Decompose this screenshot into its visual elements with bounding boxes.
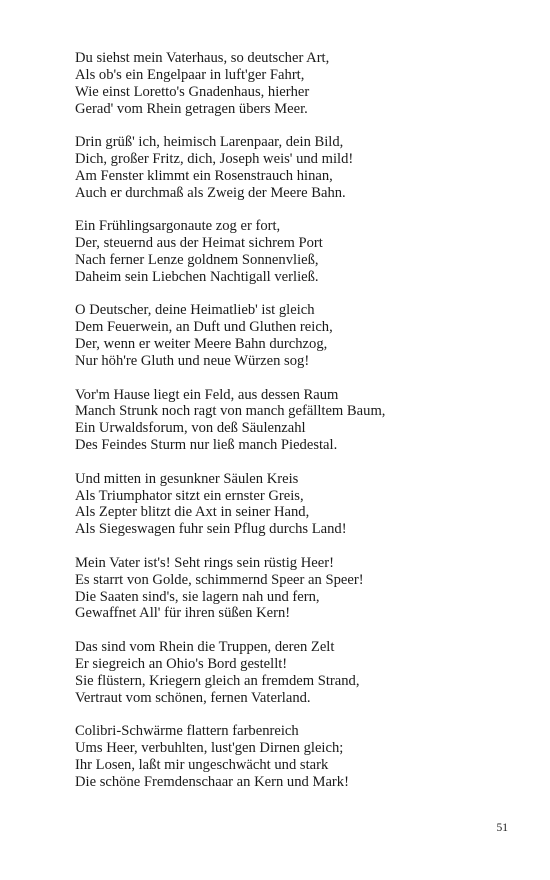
verse-line: Wie einst Loretto's Gnadenhaus, hierher [75, 83, 310, 100]
verse-line: O Deutscher, deine Heimatlieb' ist gleich [75, 302, 315, 319]
verse-line: Auch er durchmaß als Zweig der Meere Bahn. [75, 184, 346, 201]
verse-line: Daheim sein Liebchen Nachtigall verließ. [75, 268, 319, 285]
verse-line: Der, steuernd aus der Heimat sichrem Port [75, 235, 323, 252]
verse-line: Als Siegeswagen fuhr sein Pflug durchs Land! [75, 521, 347, 538]
verse-line: Des Feindes Sturm nur ließ manch Piedestal. [75, 437, 338, 454]
verse-line: Als Zepter blitzt die Axt in seiner Hand, [75, 504, 310, 521]
verse-line: Gerad' vom Rhein getragen übers Meer. [75, 100, 308, 117]
verse-line: Vor'm Hause liegt ein Feld, aus dessen Raum [75, 386, 339, 403]
stanza [75, 723, 515, 791]
poem-body [75, 50, 515, 807]
stanza [75, 302, 515, 370]
verse-line: Und mitten in gesunkner Säulen Kreis [75, 470, 299, 487]
verse-line: Nach ferner Lenze goldnem Sonnenvließ, [75, 252, 319, 269]
verse-line: Ums Heer, verbuhlten, lust'gen Dirnen gleich; [75, 739, 344, 756]
verse-line: Das sind vom Rhein die Truppen, deren Zelt [75, 638, 335, 655]
stanza [75, 387, 515, 455]
stanza [75, 471, 515, 539]
verse-line: Als ob's ein Engelpaar in luft'ger Fahrt, [75, 66, 305, 83]
verse-line: Der, wenn er weiter Meere Bahn durchzog, [75, 336, 328, 353]
verse-line: Ein Frühlingsargonaute zog er fort, [75, 218, 281, 235]
verse-line: Vertraut vom schönen, fernen Vaterland. [75, 689, 311, 706]
verse-line: Als Triumphator sitzt ein ernster Greis, [75, 487, 304, 504]
verse-line: Ein Urwaldsforum, von deß Säulenzahl [75, 420, 306, 437]
stanza [75, 218, 515, 286]
verse-line: Nur höh're Gluth und neue Würzen sog! [75, 353, 310, 370]
verse-line: Gewaffnet All' für ihren süßen Kern! [75, 605, 291, 622]
verse-line: Er siegreich an Ohio's Bord gestellt! [75, 655, 288, 672]
stanza [75, 134, 515, 202]
stanza [75, 639, 515, 707]
verse-line: Am Fenster klimmt ein Rosenstrauch hinan, [75, 167, 333, 184]
verse-line: Manch Strunk noch ragt von manch gefälltem Baum, [75, 403, 386, 420]
verse-line: Ihr Losen, laßt mir ungeschwächt und stark [75, 756, 329, 773]
verse-line: Mein Vater ist's! Seht rings sein rüstig Heer! [75, 554, 334, 571]
verse-line: Colibri-Schwärme flattern farbenreich [75, 723, 299, 739]
verse-line: Du siehst mein Vaterhaus, so deutscher Art, [75, 50, 330, 66]
stanza [75, 50, 515, 118]
verse-line: Dich, großer Fritz, dich, Joseph weis' und mild! [75, 151, 354, 168]
verse-line: Sie flüstern, Kriegern gleich an fremdem Strand, [75, 672, 360, 689]
verse-line: Dem Feuerwein, an Duft und Gluthen reich, [75, 319, 333, 336]
stanza [75, 555, 515, 623]
verse-line: Es starrt von Golde, schimmernd Speer an Speer! [75, 571, 364, 588]
verse-line: Drin grüß' ich, heimisch Larenpaar, dein Bild, [75, 134, 344, 151]
page-number: 51 [496, 822, 508, 834]
verse-line: Die schöne Fremdenschaar an Kern und Mark! [75, 773, 349, 790]
verse-line: Die Saaten sind's, sie lagern nah und fern, [75, 588, 320, 605]
